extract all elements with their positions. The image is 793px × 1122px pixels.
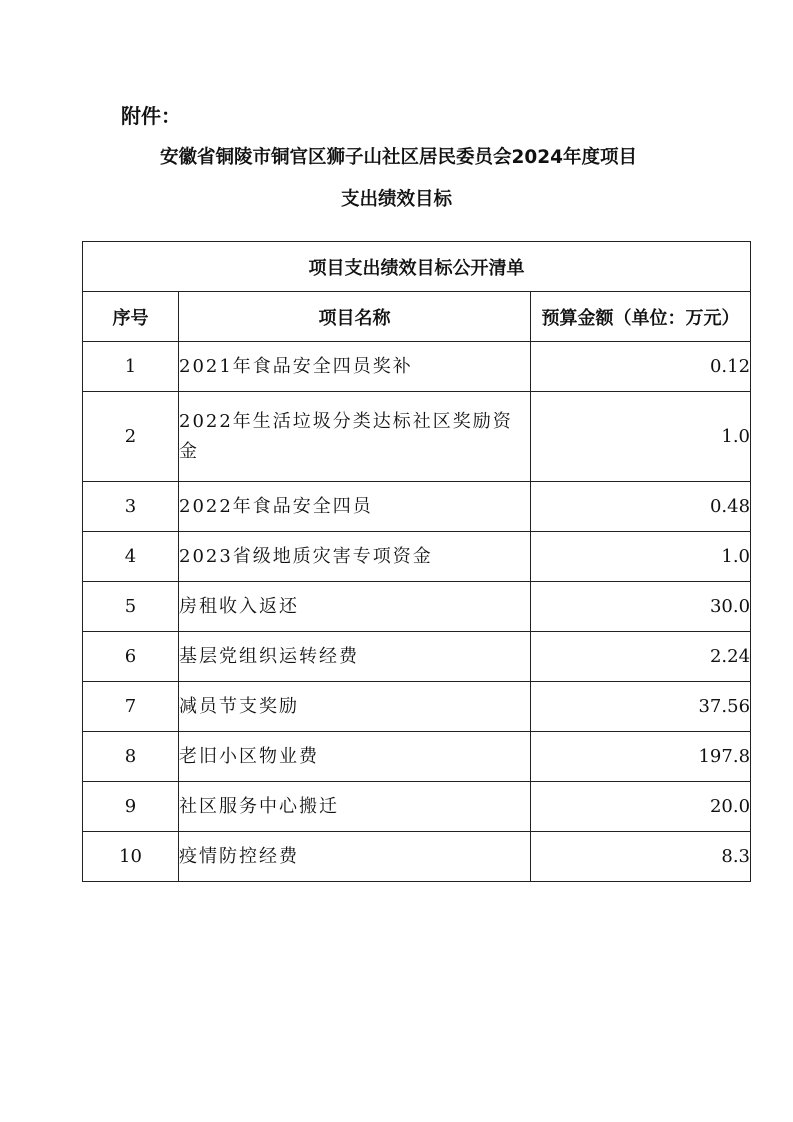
table-row bbox=[83, 392, 751, 482]
table-row bbox=[83, 532, 751, 582]
table-row bbox=[83, 732, 751, 782]
row-project-name: 减员节支奖励 bbox=[179, 682, 531, 732]
document-title-line-1: 安徽省铜陵市铜官区狮子山社区居民委员会2024年度项目 bbox=[160, 147, 637, 168]
row-serial-number: 1 bbox=[83, 342, 179, 392]
row-project-name: 老旧小区物业费 bbox=[179, 732, 531, 782]
row-serial-number: 3 bbox=[83, 482, 179, 532]
table-row bbox=[83, 582, 751, 632]
table-row bbox=[83, 832, 751, 882]
row-budget-amount: 0.12 bbox=[531, 342, 751, 392]
row-budget-amount: 8.3 bbox=[531, 832, 751, 882]
row-serial-number: 4 bbox=[83, 532, 179, 582]
table-row bbox=[83, 342, 751, 392]
row-project-name: 基层党组织运转经费 bbox=[179, 632, 531, 682]
row-serial-number: 9 bbox=[83, 782, 179, 832]
row-serial-number: 5 bbox=[83, 582, 179, 632]
header-serial-number: 序号 bbox=[83, 292, 179, 342]
row-project-name: 2023省级地质灾害专项资金 bbox=[179, 532, 531, 582]
row-project-name: 2021年食品安全四员奖补 bbox=[179, 342, 531, 392]
table-row bbox=[83, 632, 751, 682]
row-budget-amount: 197.8 bbox=[531, 732, 751, 782]
header-budget-amount: 预算金额（单位：万元） bbox=[531, 292, 751, 342]
row-project-name: 房租收入返还 bbox=[179, 582, 531, 632]
row-budget-amount: 1.0 bbox=[531, 392, 751, 482]
table-caption-row bbox=[83, 242, 751, 292]
row-budget-amount: 0.48 bbox=[531, 482, 751, 532]
row-budget-amount: 2.24 bbox=[531, 632, 751, 682]
row-budget-amount: 30.0 bbox=[531, 582, 751, 632]
header-project-name: 项目名称 bbox=[179, 292, 531, 342]
row-project-name: 疫情防控经费 bbox=[179, 832, 531, 882]
row-serial-number: 6 bbox=[83, 632, 179, 682]
row-project-name: 2022年食品安全四员 bbox=[179, 482, 531, 532]
table-row bbox=[83, 482, 751, 532]
row-serial-number: 2 bbox=[83, 392, 179, 482]
table-header-row bbox=[83, 292, 751, 342]
row-serial-number: 10 bbox=[83, 832, 179, 882]
row-serial-number: 8 bbox=[83, 732, 179, 782]
table-row bbox=[83, 682, 751, 732]
table-row bbox=[83, 782, 751, 832]
table-caption: 项目支出绩效目标公开清单 bbox=[83, 242, 751, 292]
row-project-name: 2022年生活垃圾分类达标社区奖励资金 bbox=[179, 392, 531, 482]
document-title-line-2: 支出绩效目标 bbox=[340, 189, 452, 210]
row-budget-amount: 1.0 bbox=[531, 532, 751, 582]
attachment-label: 附件： bbox=[121, 104, 181, 128]
budget-table bbox=[82, 241, 751, 882]
row-project-name: 社区服务中心搬迁 bbox=[179, 782, 531, 832]
row-budget-amount: 37.56 bbox=[531, 682, 751, 732]
row-serial-number: 7 bbox=[83, 682, 179, 732]
row-budget-amount: 20.0 bbox=[531, 782, 751, 832]
